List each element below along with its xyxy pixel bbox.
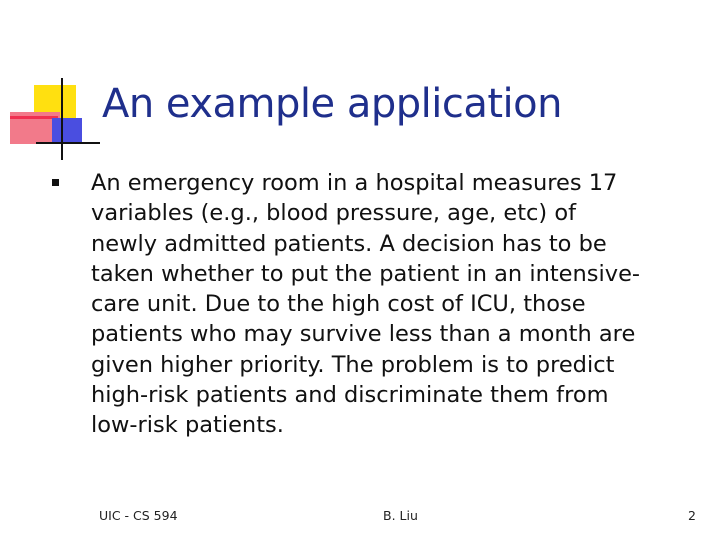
footer-author: B. Liu bbox=[383, 508, 418, 523]
bullet-text bbox=[91, 168, 696, 441]
bullet-line: given higher priority. The problem is to predict bbox=[91, 351, 615, 378]
bullet-line: variables (e.g., blood pressure, age, etc) of bbox=[91, 200, 577, 227]
bullet-line: taken whether to put the patient in an intensive- bbox=[91, 260, 641, 287]
bullet-line: An emergency room in a hospital measures 17 bbox=[91, 170, 618, 196]
bullet-line: newly admitted patients. A decision has to be bbox=[91, 230, 607, 257]
bullet-square-icon bbox=[52, 179, 59, 186]
bullet-line: low-risk patients. bbox=[91, 412, 284, 439]
slide-title: An example application bbox=[102, 81, 562, 127]
footer-course: UIC - CS 594 bbox=[99, 508, 178, 523]
bullet-line: care unit. Due to the high cost of ICU, those bbox=[91, 291, 586, 318]
bullet-line: high-risk patients and discriminate them from bbox=[91, 382, 609, 409]
decorative-logo bbox=[0, 0, 100, 170]
bullet-line: patients who may survive less than a month are bbox=[91, 321, 636, 348]
footer-page-number: 2 bbox=[688, 508, 696, 523]
logo-blue-square bbox=[52, 118, 82, 144]
logo-vertical-line bbox=[61, 78, 63, 160]
logo-red-strip bbox=[10, 116, 58, 119]
logo-horizontal-line bbox=[36, 142, 100, 144]
